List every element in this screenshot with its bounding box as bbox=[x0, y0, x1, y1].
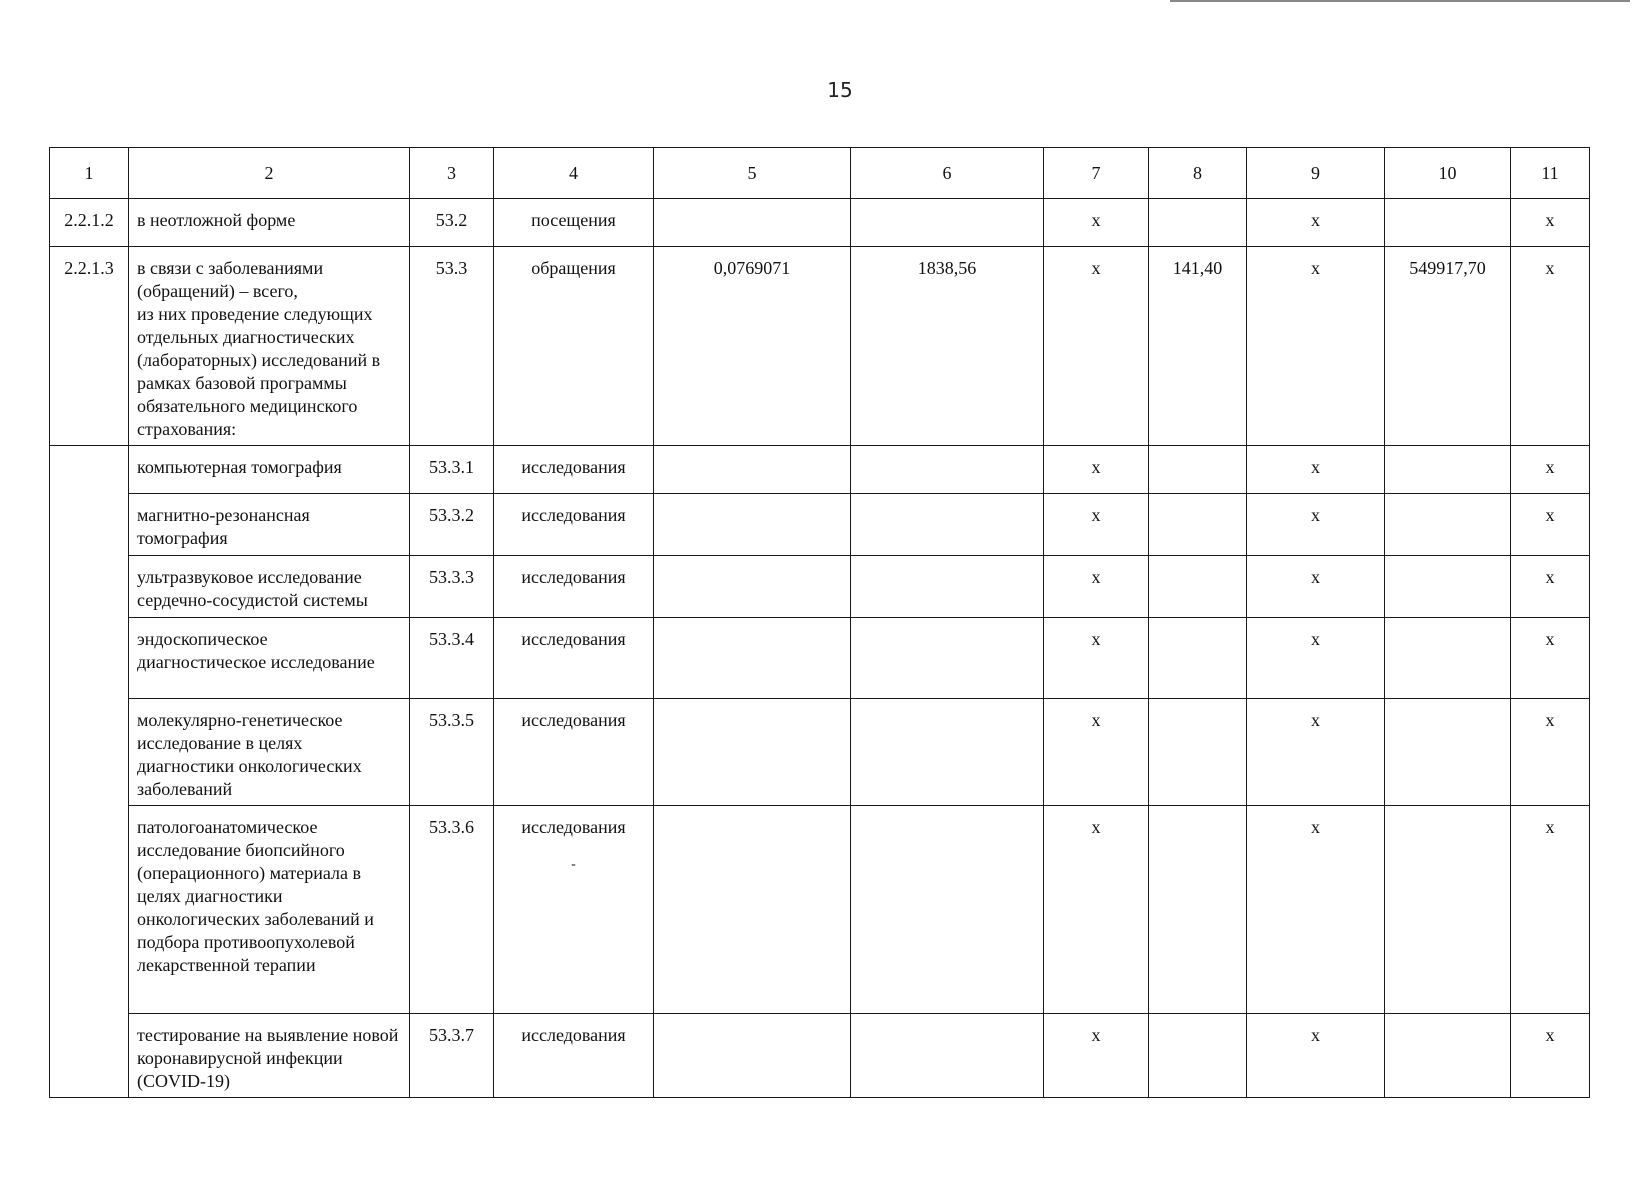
cell-col10 bbox=[1385, 699, 1511, 806]
cell-col10 bbox=[1385, 556, 1511, 618]
cell-col8 bbox=[1149, 446, 1247, 494]
cell-col10 bbox=[1385, 806, 1511, 1014]
cell-col5 bbox=[654, 618, 851, 699]
row-index-merged bbox=[50, 446, 129, 1098]
table-row bbox=[50, 556, 1590, 618]
cell-col10 bbox=[1385, 494, 1511, 556]
row-name: эндоскопическое диагностическое исследование bbox=[129, 618, 410, 699]
cell-col7: x bbox=[1044, 199, 1149, 247]
row-unit: исследования bbox=[494, 556, 654, 618]
cell-col10 bbox=[1385, 1014, 1511, 1098]
cell-col5 bbox=[654, 446, 851, 494]
cell-col9: x bbox=[1247, 1014, 1385, 1098]
cell-col11: x bbox=[1511, 494, 1590, 556]
row-name: тестирование на выявление новой коронавирусной инфекции (COVID-19) bbox=[129, 1014, 410, 1098]
column-header: 5 bbox=[654, 148, 851, 199]
cell-col6 bbox=[851, 806, 1044, 1014]
row-unit: обращения bbox=[494, 247, 654, 446]
row-name: в неотложной форме bbox=[129, 199, 410, 247]
table-row bbox=[50, 199, 1590, 247]
column-header: 10 bbox=[1385, 148, 1511, 199]
cell-col7: x bbox=[1044, 699, 1149, 806]
column-header: 11 bbox=[1511, 148, 1590, 199]
cell-col9: x bbox=[1247, 199, 1385, 247]
cell-col7: x bbox=[1044, 618, 1149, 699]
row-unit: исследования bbox=[494, 699, 654, 806]
table-row bbox=[50, 446, 1590, 494]
column-header: 8 bbox=[1149, 148, 1247, 199]
cell-col7: x bbox=[1044, 247, 1149, 446]
cell-col11: x bbox=[1511, 446, 1590, 494]
row-name: в связи с заболеваниями (обращений) – всего, из них проведение следующих отдельных диагностических (лабораторных) исследований в рамках базовой программы обязательного медицинского страхования: bbox=[129, 247, 410, 446]
row-unit: исследования bbox=[494, 494, 654, 556]
row-code: 53.3.3 bbox=[410, 556, 494, 618]
row-unit: исследования bbox=[494, 446, 654, 494]
row-code: 53.3.2 bbox=[410, 494, 494, 556]
cell-col10 bbox=[1385, 618, 1511, 699]
row-unit: посещения bbox=[494, 199, 654, 247]
cell-col8 bbox=[1149, 806, 1247, 1014]
cell-col6 bbox=[851, 446, 1044, 494]
cell-col10 bbox=[1385, 446, 1511, 494]
cell-col6: 1838,56 bbox=[851, 247, 1044, 446]
cell-col5: 0,0769071 bbox=[654, 247, 851, 446]
row-name: молекулярно-генетическое исследование в целях диагностики онкологических заболеваний bbox=[129, 699, 410, 806]
row-index: 2.2.1.2 bbox=[50, 199, 129, 247]
scan-edge-line bbox=[1170, 0, 1630, 2]
column-header: 1 bbox=[50, 148, 129, 199]
cell-col11: x bbox=[1511, 1014, 1590, 1098]
column-header: 7 bbox=[1044, 148, 1149, 199]
stray-mark: - bbox=[571, 857, 576, 872]
table-row bbox=[50, 618, 1590, 699]
cell-col9: x bbox=[1247, 556, 1385, 618]
cell-col5 bbox=[654, 1014, 851, 1098]
cell-col9: x bbox=[1247, 618, 1385, 699]
cell-col5 bbox=[654, 699, 851, 806]
cell-col5 bbox=[654, 556, 851, 618]
row-unit-cell bbox=[494, 806, 654, 1014]
row-name: ультразвуковое исследование сердечно-сосудистой системы bbox=[129, 556, 410, 618]
row-code: 53.3.4 bbox=[410, 618, 494, 699]
cell-col6 bbox=[851, 494, 1044, 556]
page-number: 15 bbox=[827, 78, 853, 102]
column-header: 4 bbox=[494, 148, 654, 199]
row-unit: исследования bbox=[521, 817, 626, 837]
table-row bbox=[50, 494, 1590, 556]
row-code: 53.3 bbox=[410, 247, 494, 446]
cell-col5 bbox=[654, 806, 851, 1014]
cell-col9: x bbox=[1247, 494, 1385, 556]
row-code: 53.3.6 bbox=[410, 806, 494, 1014]
row-code: 53.3.5 bbox=[410, 699, 494, 806]
cell-col6 bbox=[851, 1014, 1044, 1098]
cell-col11: x bbox=[1511, 699, 1590, 806]
cell-col5 bbox=[654, 199, 851, 247]
row-name: компьютерная томография bbox=[129, 446, 410, 494]
cell-col11: x bbox=[1511, 618, 1590, 699]
cell-col7: x bbox=[1044, 494, 1149, 556]
table-row bbox=[50, 1014, 1590, 1098]
cell-col8 bbox=[1149, 494, 1247, 556]
cell-col8 bbox=[1149, 199, 1247, 247]
cell-col11: x bbox=[1511, 247, 1590, 446]
cell-col5 bbox=[654, 494, 851, 556]
table-row bbox=[50, 806, 1590, 1014]
row-unit: исследования bbox=[494, 618, 654, 699]
cell-col9: x bbox=[1247, 446, 1385, 494]
cell-col7: x bbox=[1044, 1014, 1149, 1098]
row-unit: исследования bbox=[494, 1014, 654, 1098]
cell-col8 bbox=[1149, 618, 1247, 699]
cell-col11: x bbox=[1511, 556, 1590, 618]
cell-col8 bbox=[1149, 1014, 1247, 1098]
table-row bbox=[50, 247, 1590, 446]
cell-col11: x bbox=[1511, 199, 1590, 247]
column-header: 2 bbox=[129, 148, 410, 199]
cell-col11: x bbox=[1511, 806, 1590, 1014]
cell-col8: 141,40 bbox=[1149, 247, 1247, 446]
row-code: 53.2 bbox=[410, 199, 494, 247]
cell-col10: 549917,70 bbox=[1385, 247, 1511, 446]
cell-col8 bbox=[1149, 556, 1247, 618]
cell-col10 bbox=[1385, 199, 1511, 247]
row-name: патологоанатомическое исследование биопсийного (операционного) материала в целях диагностики онкологических заболеваний и подбора противоопухолевой лекарственной терапии bbox=[129, 806, 410, 1014]
column-header: 3 bbox=[410, 148, 494, 199]
row-index: 2.2.1.3 bbox=[50, 247, 129, 446]
header-row bbox=[50, 148, 1590, 199]
row-code: 53.3.7 bbox=[410, 1014, 494, 1098]
cell-col8 bbox=[1149, 699, 1247, 806]
cell-col7: x bbox=[1044, 806, 1149, 1014]
data-table bbox=[49, 147, 1590, 1098]
cell-col9: x bbox=[1247, 806, 1385, 1014]
cell-col6 bbox=[851, 556, 1044, 618]
column-header: 9 bbox=[1247, 148, 1385, 199]
cell-col9: x bbox=[1247, 699, 1385, 806]
cell-col6 bbox=[851, 199, 1044, 247]
table-row bbox=[50, 699, 1590, 806]
cell-col7: x bbox=[1044, 556, 1149, 618]
cell-col7: x bbox=[1044, 446, 1149, 494]
cell-col6 bbox=[851, 618, 1044, 699]
cell-col9: x bbox=[1247, 247, 1385, 446]
row-code: 53.3.1 bbox=[410, 446, 494, 494]
row-name: магнитно-резонансная томография bbox=[129, 494, 410, 556]
column-header: 6 bbox=[851, 148, 1044, 199]
cell-col6 bbox=[851, 699, 1044, 806]
